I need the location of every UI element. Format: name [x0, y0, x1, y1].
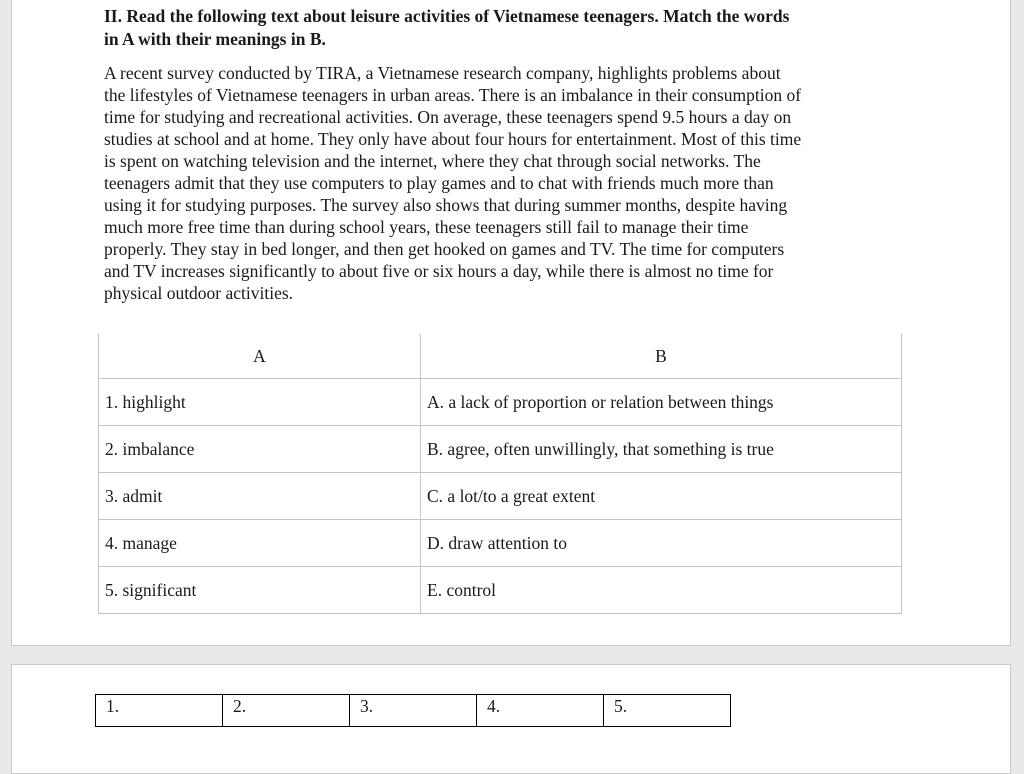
answer-cell-4[interactable]: 4. — [477, 695, 604, 727]
answer-cell-2[interactable]: 2. — [223, 695, 350, 727]
matching-table — [98, 334, 902, 614]
passage-line: much more free time than during school years, these teenagers still fail to manage their time — [104, 217, 749, 237]
table-row — [99, 473, 902, 520]
answer-cell-3[interactable]: 3. — [350, 695, 477, 727]
column-a-header: A — [99, 334, 421, 379]
passage-line: teenagers admit that they use computers to play games and to chat with friends much more than — [104, 173, 774, 193]
passage-line: physical outdoor activities. — [104, 283, 294, 303]
meaning-cell: D. draw attention to — [421, 520, 902, 567]
document-page-1 — [11, 0, 1011, 646]
word-cell: 1. highlight — [99, 379, 421, 426]
answer-cell-1[interactable]: 1. — [96, 695, 223, 727]
passage-line: and TV increases significantly to about five or six hours a day, while there is almost no time for — [104, 261, 774, 281]
passage-line: properly. They stay in bed longer, and then get hooked on games and TV. The time for computers — [104, 239, 785, 259]
answer-grid — [95, 694, 731, 727]
table-row — [99, 567, 902, 614]
meaning-cell: C. a lot/to a great extent — [421, 473, 902, 520]
passage-line: is spent on watching television and the internet, where they chat through social networks. The — [104, 151, 761, 171]
table-row — [99, 520, 902, 567]
passage-line: time for studying and recreational activities. On average, these teenagers spend 9.5 hours a day on — [104, 107, 792, 127]
meaning-cell: B. agree, often unwillingly, that something is true — [421, 426, 902, 473]
word-cell: 3. admit — [99, 473, 421, 520]
heading-line-2: in A with their meanings in B. — [104, 29, 326, 49]
answer-cell-5[interactable]: 5. — [604, 695, 731, 727]
passage-line: studies at school and at home. They only have about four hours for entertainment. Most of this time — [104, 129, 802, 149]
table-row — [99, 379, 902, 426]
word-cell: 4. manage — [99, 520, 421, 567]
column-b-header: B — [421, 334, 902, 379]
meaning-cell: E. control — [421, 567, 902, 614]
passage-line: using it for studying purposes. The survey also shows that during summer months, despite having — [104, 195, 788, 215]
heading-line-1: II. Read the following text about leisure activities of Vietnamese teenagers. Match the words — [104, 6, 790, 26]
matching-table-header — [99, 334, 902, 379]
document-page-2 — [11, 664, 1011, 774]
word-cell: 5. significant — [99, 567, 421, 614]
answer-row — [96, 695, 731, 727]
passage-line: A recent survey conducted by TIRA, a Vietnamese research company, highlights problems about — [104, 63, 781, 83]
exercise-heading — [104, 5, 904, 51]
reading-passage — [104, 62, 904, 304]
passage-line: the lifestyles of Vietnamese teenagers in urban areas. There is an imbalance in their consumption of — [104, 85, 802, 105]
meaning-cell: A. a lack of proportion or relation between things — [421, 379, 902, 426]
table-row — [99, 426, 902, 473]
word-cell: 2. imbalance — [99, 426, 421, 473]
